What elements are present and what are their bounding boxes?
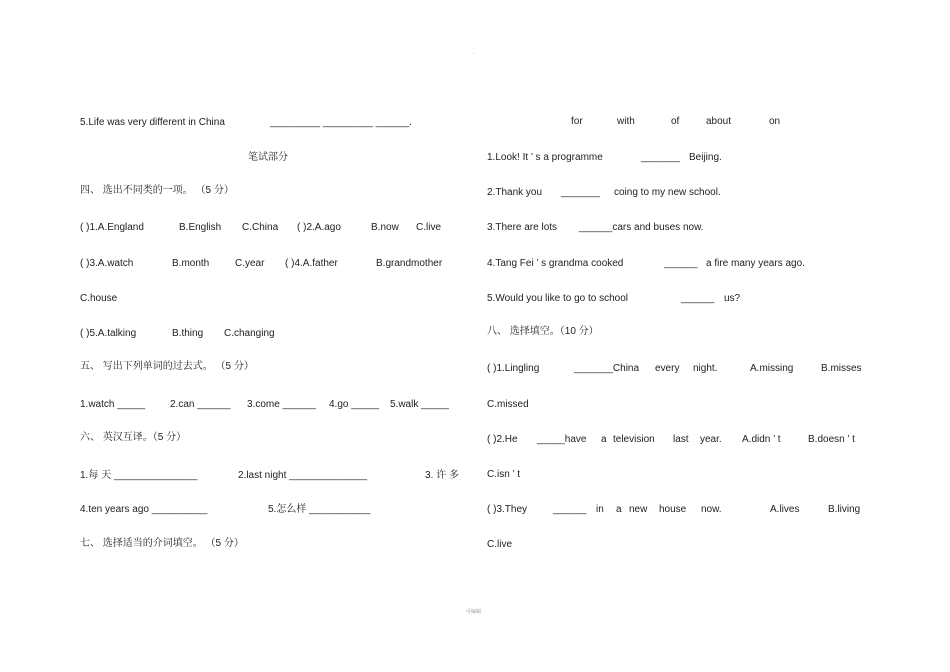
s8-q1-option-c: C.missed xyxy=(487,399,529,410)
s8-q3-word-now: now. xyxy=(701,504,722,515)
written-section-header: 笔试部分 xyxy=(248,152,288,163)
prep-for: for xyxy=(571,116,583,127)
s8-q1-option-b: B.misses xyxy=(821,363,862,374)
s4-q5-option-b: B.thing xyxy=(172,328,204,339)
s8-q2-word-a: a xyxy=(601,434,607,445)
s4-q2-option-a: ( )2.A.ago xyxy=(297,222,341,233)
s4-q4-option-b: B.grandmother xyxy=(376,258,443,269)
s8-q3-option-b: B.living xyxy=(828,504,861,515)
s7-q3-text: 3.There are lots xyxy=(487,222,558,233)
s7-q1-end: Beijing. xyxy=(689,152,722,163)
s8-q2-option-b: B.doesn ’ t xyxy=(808,434,855,445)
prep-about: about xyxy=(706,116,732,127)
s7-q5-blank: ______ xyxy=(681,293,715,304)
prep-with: with xyxy=(617,116,635,127)
prep-of: of xyxy=(671,116,680,127)
section-6-title: 六、 英汉互译。（5 分） xyxy=(80,432,187,443)
s4-q4-option-a: ( )4.A.father xyxy=(285,258,338,269)
s6-item-1: 1.每 天 _______________ xyxy=(80,470,198,481)
s8-q1-word-night: night. xyxy=(693,363,718,374)
s8-q2-stem: ( )2.He xyxy=(487,434,518,445)
q5-life-text: 5.Life was very different in China xyxy=(80,117,225,128)
s7-q2-blank: _______ xyxy=(561,187,600,198)
s4-q2-option-b: B.now xyxy=(371,222,399,233)
s4-q3-option-b: B.month xyxy=(172,258,210,269)
s7-q2-end: coing to my new school. xyxy=(614,187,721,198)
s7-q4-text: 4.Tang Fei ’ s grandma cooked xyxy=(487,258,624,269)
s8-q2-blank: _____have xyxy=(537,434,587,445)
section-8-title: 八、 选择填空。（10 分） xyxy=(487,326,599,337)
s8-q2-word-last: last xyxy=(673,434,689,445)
s7-q1-text: 1.Look! It ’ s a programme xyxy=(487,152,603,163)
s8-q3-option-c: C.live xyxy=(487,539,513,550)
section-7-title: 七、 选择适当的介词填空。 （5 分） xyxy=(80,538,244,549)
s8-q2-word-television: television xyxy=(613,434,655,445)
s8-q1-stem: ( )1.Lingling xyxy=(487,363,540,374)
s8-q3-word-house: house xyxy=(659,504,687,515)
s7-q5-end: us? xyxy=(724,293,741,304)
s8-q1-blank: _______China xyxy=(574,363,640,374)
s4-q5-option-a: ( )5.A.talking xyxy=(80,328,137,339)
s7-q4-blank: ______ xyxy=(664,258,698,269)
s8-q3-word-in: in xyxy=(596,504,604,515)
s8-q2-option-c: C.isn ’ t xyxy=(487,469,520,480)
s4-q1-option-a: ( )1.A.England xyxy=(80,222,144,233)
s8-q3-word-a: a xyxy=(616,504,622,515)
s4-q5-option-c: C.changing xyxy=(224,328,275,339)
s5-item-come: 3.come ______ xyxy=(247,399,316,410)
s6-item-2: 2.last night ______________ xyxy=(238,470,368,481)
s6-item-5: 5.怎么样 ___________ xyxy=(268,504,371,515)
q5-blanks: _________ _________ ______. xyxy=(270,117,412,128)
section-4-title: 四、 选出不同类的一项。 （5 分） xyxy=(80,185,234,196)
s7-q4-end: a fire many years ago. xyxy=(706,258,805,269)
page-footer: 可编辑 xyxy=(466,609,482,615)
section-5-title: 五、 写出下列单词的过去式。 （5 分） xyxy=(80,361,254,372)
s6-item-3: 3. 许 多 xyxy=(425,470,459,481)
s8-q2-word-year: year. xyxy=(700,434,722,445)
s8-q1-word-every: every xyxy=(655,363,680,374)
s8-q2-option-a: A.didn ’ t xyxy=(742,434,781,445)
s7-q5-text: 5.Would you like to go to school xyxy=(487,293,629,304)
s4-q1-option-b: B.English xyxy=(179,222,222,233)
s4-q1-option-c: C.China xyxy=(242,222,279,233)
s4-q3-option-a: ( )3.A.watch xyxy=(80,258,134,269)
s6-item-4: 4.ten years ago __________ xyxy=(80,504,208,515)
prep-on: on xyxy=(769,116,781,127)
s5-item-watch: 1.watch _____ xyxy=(80,399,146,410)
s8-q3-stem: ( )3.They xyxy=(487,504,528,515)
s8-q3-option-a: A.lives xyxy=(770,504,800,515)
s5-item-walk: 5.walk _____ xyxy=(390,399,449,410)
s7-q1-blank: _______ xyxy=(641,152,680,163)
s7-q2-text: 2.Thank you xyxy=(487,187,543,198)
s8-q3-blank: ______ xyxy=(553,504,587,515)
s4-q2-option-c: C.live xyxy=(416,222,442,233)
s7-q3-end: ______cars and buses now. xyxy=(579,222,704,233)
s5-item-can: 2.can ______ xyxy=(170,399,231,410)
s8-q1-option-a: A.missing xyxy=(750,363,794,374)
s5-item-go: 4.go _____ xyxy=(329,399,380,410)
s8-q3-word-new: new xyxy=(629,504,648,515)
top-dot: . xyxy=(473,50,475,56)
s4-q3-option-c: C.year xyxy=(235,258,265,269)
s4-q4-option-c: C.house xyxy=(80,293,118,304)
